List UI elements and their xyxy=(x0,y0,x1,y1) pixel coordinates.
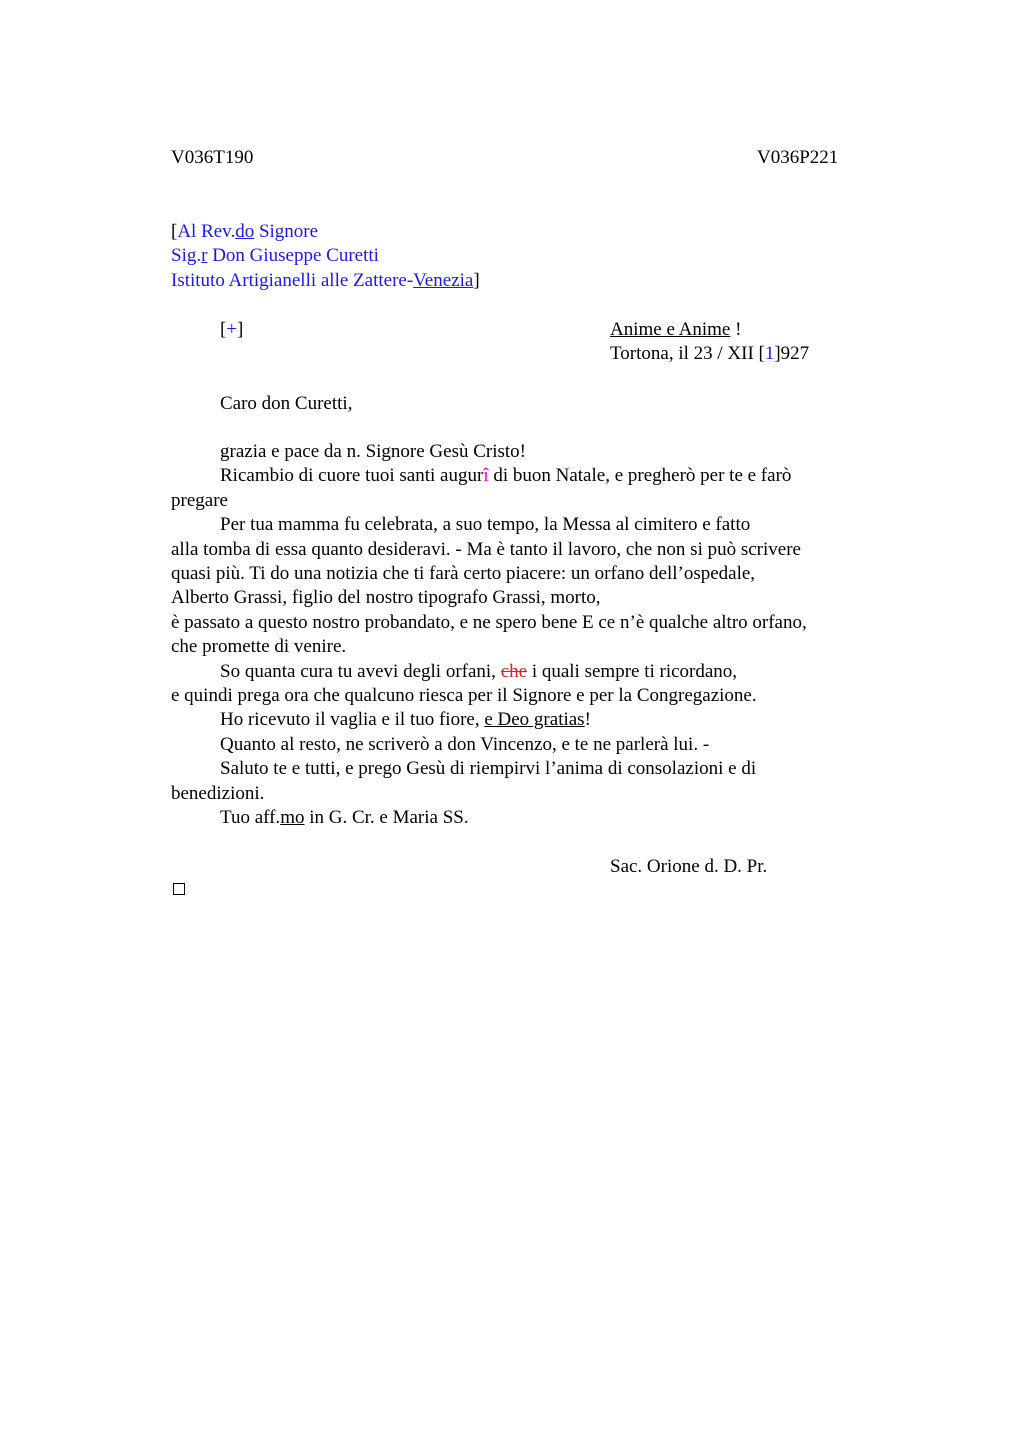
address-line-1: [Al Rev.do Signore xyxy=(171,221,319,242)
end-box-icon xyxy=(173,883,185,895)
body-line: Ricambio di cuore tuoi santi augurî di buon Natale, e pregherò per te e farò xyxy=(220,465,792,486)
body-line: grazia e pace da n. Signore Gesù Cristo! xyxy=(220,441,527,462)
cross-mark: [+] xyxy=(220,319,244,340)
volume-code-left: V036T190 xyxy=(171,147,254,168)
body-line: Alberto Grassi, figlio del nostro tipografo Grassi, morto, xyxy=(171,587,601,608)
salutation: Caro don Curetti, xyxy=(220,393,353,414)
volume-code-right: V036P221 xyxy=(757,147,839,168)
motto: Anime e Anime ! xyxy=(610,319,742,340)
body-line: pregare xyxy=(171,490,228,511)
body-line: benedizioni. xyxy=(171,783,265,804)
body-line: So quanta cura tu avevi degli orfani, che i quali sempre ti ricordano, xyxy=(220,661,738,682)
address-line-3: Istituto Artigianelli alle Zattere-Venezia] xyxy=(171,270,480,291)
body-line: e quindi prega ora che qualcuno riesca per il Signore e per la Congregazione. xyxy=(171,685,757,706)
dateline: Tortona, il 23 / XII [1]927 xyxy=(610,343,810,364)
body-line: che promette di venire. xyxy=(171,636,347,657)
deleted-word: che xyxy=(500,661,528,682)
body-line: Per tua mamma fu celebrata, a suo tempo, la Messa al cimitero e fatto xyxy=(220,514,751,535)
body-line: Quanto al resto, ne scriverò a don Vincenzo, e te ne parlerà lui. - xyxy=(220,734,710,755)
body-line: Ho ricevuto il vaglia e il tuo fiore, e Deo gratias! xyxy=(220,709,591,730)
body-line: Saluto te e tutti, e prego Gesù di riempirvi l’anima di consolazioni e di xyxy=(220,758,757,779)
body-line: è passato a questo nostro probandato, e ne spero bene E ce n’è qualche altro orfano, xyxy=(171,612,807,633)
body-line: alla tomba di essa quanto desideravi. - Ma è tanto il lavoro, che non si può scrivere xyxy=(171,539,801,560)
closing-line: Tuo aff.mo in G. Cr. e Maria SS. xyxy=(220,807,469,828)
body-line: quasi più. Ti do una notizia che ti farà certo piacere: un orfano dell’ospedale, xyxy=(171,563,756,584)
signature: Sac. Orione d. D. Pr. xyxy=(610,856,768,877)
address-line-2: Sig.r Don Giuseppe Curetti xyxy=(171,245,379,266)
